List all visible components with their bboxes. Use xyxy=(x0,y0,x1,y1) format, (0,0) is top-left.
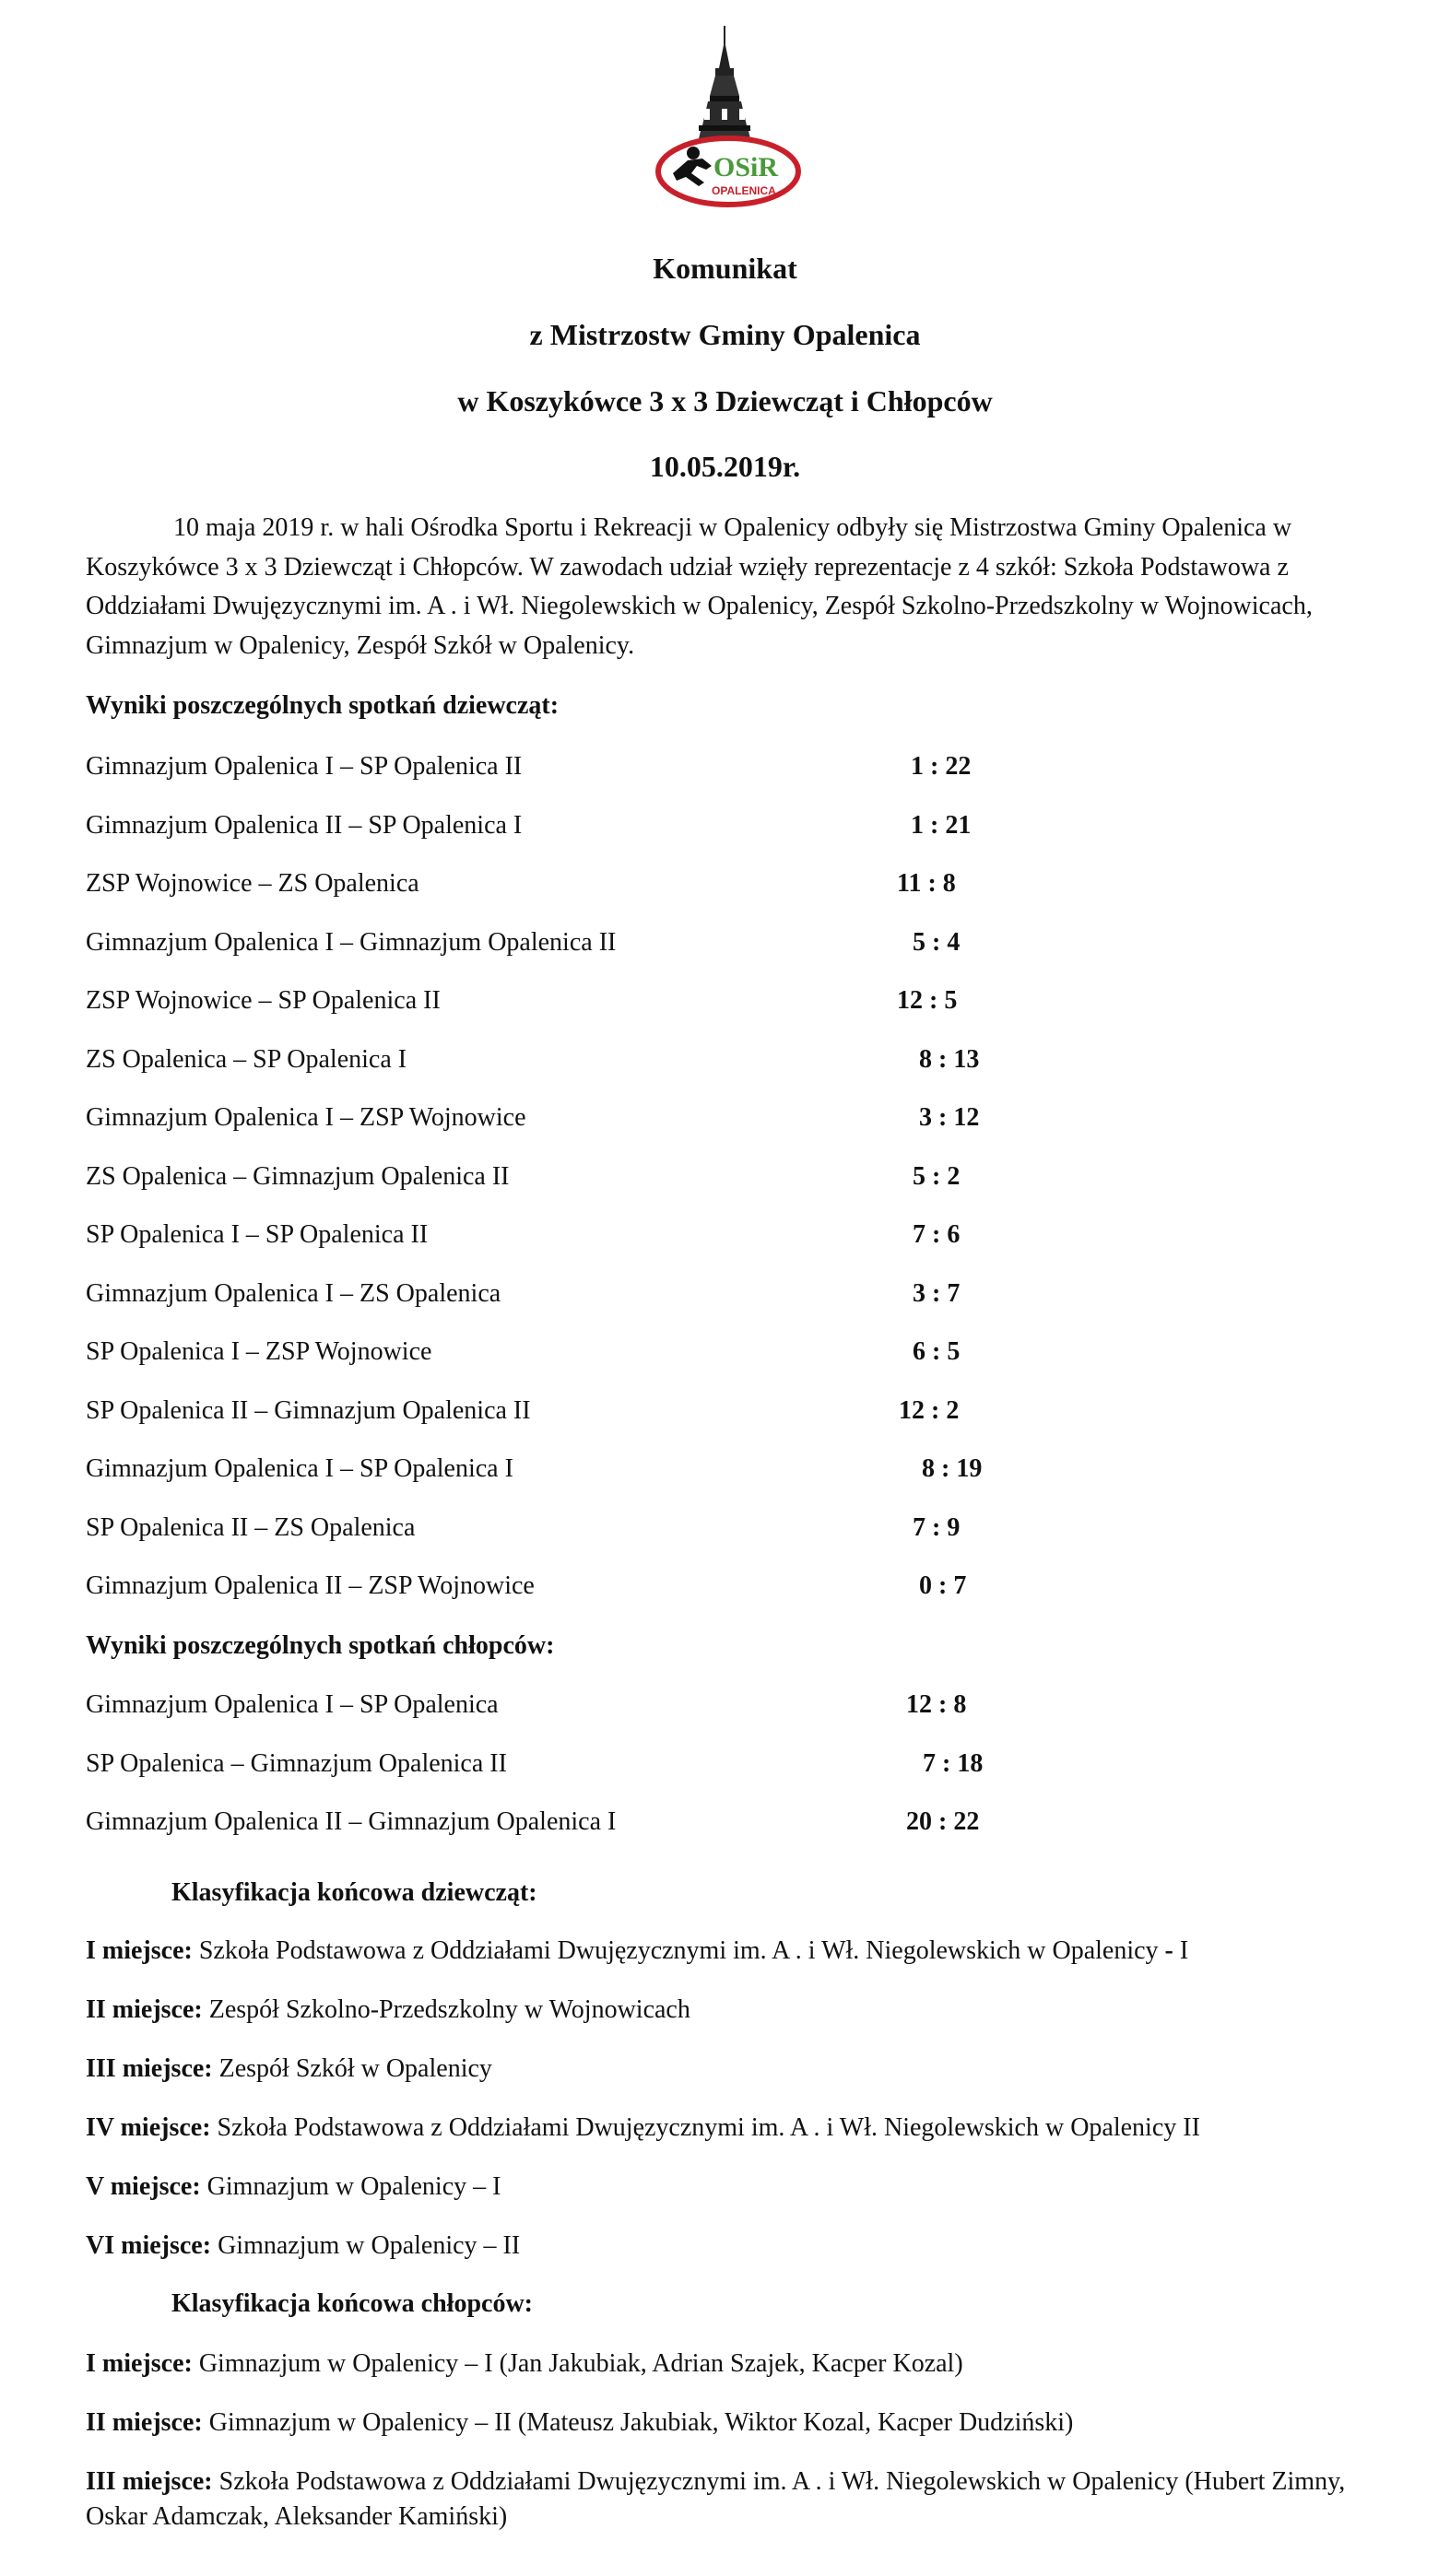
match-teams: Gimnazjum Opalenica I – SP Opalenica xyxy=(86,1690,499,1719)
intro-paragraph: 10 maja 2019 r. w hali Ośrodka Sportu i Rekreacji w Opalenicy odbyły się Mistrzostwa Gminy Opalenica w Koszykówce 3 x 3 Dziewcząt i Chłopców. W zawodach udział wzięły reprezentacje z 4 szkół: Szkoła Podstawowa z Oddziałami Dwujęzycznymi im. A . i Wł. Niegolewskich w Opalenicy, Zespół Szkolno-Przedszkolny w Wojnowicach, Gimnazjum w Opalenicy, Zespół Szkół w Opalenicy. xyxy=(86,513,1313,660)
place-label: II miejsce: xyxy=(86,1995,203,2024)
match-teams: ZSP Wojnowice – ZS Opalenica xyxy=(86,869,419,898)
boys-match-list xyxy=(86,1688,1100,1864)
place-text: Zespół Szkół w Opalenicy xyxy=(212,2054,492,2083)
place-label: III miejsce: xyxy=(86,2054,213,2083)
match-score: 7 : 6 xyxy=(913,1220,961,1249)
match-score: 1 : 22 xyxy=(911,752,972,781)
title-line-3: w Koszykówce 3 x 3 Dziewcząt i Chłopców xyxy=(457,384,993,418)
place-label: VI miejsce: xyxy=(86,2231,212,2260)
match-row xyxy=(86,1043,1100,1102)
ranking-place xyxy=(86,2464,1395,2535)
girls-results-heading: Wyniki poszczególnych spotkań dziewcząt: xyxy=(86,691,560,720)
match-score: 5 : 2 xyxy=(913,1161,961,1191)
logo-text-main: OSiR xyxy=(713,152,779,182)
match-row xyxy=(86,1747,1100,1806)
match-row xyxy=(86,1218,1100,1277)
place-text: Zespół Szkolno-Przedszkolny w Wojnowicach xyxy=(202,1995,690,2024)
match-row xyxy=(86,1335,1100,1394)
girls-match-list xyxy=(86,750,1100,1629)
match-row xyxy=(86,1277,1100,1336)
place-text: Gimnazjum w Opalenicy – II (Mateusz Jakubiak, Wiktor Kozal, Kacper Dudziński) xyxy=(202,2408,1074,2437)
match-score: 0 : 7 xyxy=(919,1571,967,1600)
match-teams: Gimnazjum Opalenica I – Gimnazjum Opalenica II xyxy=(86,927,617,957)
ranking-place xyxy=(86,2170,1395,2229)
ranking-place xyxy=(86,2052,1395,2111)
match-score: 5 : 4 xyxy=(913,927,961,957)
match-teams: ZS Opalenica – SP Opalenica I xyxy=(86,1044,407,1074)
match-row xyxy=(86,984,1100,1043)
match-score: 3 : 7 xyxy=(913,1278,961,1308)
osir-logo-graphic xyxy=(654,24,802,208)
boys-ranking-list xyxy=(86,2347,1395,2535)
match-row xyxy=(86,1394,1100,1453)
match-score: 7 : 9 xyxy=(913,1512,961,1542)
osir-logo xyxy=(654,24,802,208)
match-row xyxy=(86,1453,1100,1511)
place-text: Gimnazjum w Opalenicy – II xyxy=(211,2231,521,2260)
match-teams: Gimnazjum Opalenica II – SP Opalenica I xyxy=(86,810,523,840)
match-row xyxy=(86,1570,1100,1629)
place-text: Gimnazjum w Opalenicy – I (Jan Jakubiak, Adrian Szajek, Kacper Kozal) xyxy=(192,2349,963,2378)
match-teams: Gimnazjum Opalenica I – ZS Opalenica xyxy=(86,1278,501,1308)
match-score: 8 : 19 xyxy=(922,1454,983,1483)
match-score: 1 : 21 xyxy=(911,810,972,840)
place-suffix: I xyxy=(1173,1936,1189,1965)
girls-ranking-heading: Klasyfikacja końcowa dziewcząt: xyxy=(171,1878,537,1907)
match-row xyxy=(86,1511,1100,1570)
match-score: 12 : 5 xyxy=(897,986,958,1015)
match-teams: Gimnazjum Opalenica I – ZSP Wojnowice xyxy=(86,1103,526,1132)
place-label: IV miejsce: xyxy=(86,2113,211,2142)
title-line-1: Komunikat xyxy=(653,252,797,285)
match-score: 12 : 2 xyxy=(899,1395,960,1425)
ranking-place xyxy=(86,2405,1395,2464)
match-row xyxy=(86,1160,1100,1219)
ranking-place xyxy=(86,2111,1395,2170)
match-row xyxy=(86,1688,1100,1747)
ranking-place xyxy=(86,1934,1395,1993)
title-date: 10.05.2019r. xyxy=(649,450,801,483)
match-teams: ZS Opalenica – Gimnazjum Opalenica II xyxy=(86,1161,510,1191)
boys-results-heading: Wyniki poszczególnych spotkań chłopców: xyxy=(86,1631,555,1660)
match-teams: Gimnazjum Opalenica I – SP Opalenica II xyxy=(86,752,523,781)
match-score: 12 : 8 xyxy=(906,1690,967,1719)
match-row xyxy=(86,1101,1100,1160)
match-teams: SP Opalenica – Gimnazjum Opalenica II xyxy=(86,1748,507,1778)
match-row xyxy=(86,1806,1100,1864)
match-teams: SP Opalenica I – SP Opalenica II xyxy=(86,1220,429,1249)
match-row xyxy=(86,867,1100,926)
boys-ranking-heading: Klasyfikacja końcowa chłopców: xyxy=(171,2289,533,2318)
place-label: I miejsce: xyxy=(86,1936,193,1965)
ranking-place xyxy=(86,2347,1395,2405)
place-label: I miejsce: xyxy=(86,2349,193,2378)
match-score: 3 : 12 xyxy=(919,1103,980,1132)
place-label: V miejsce: xyxy=(86,2172,201,2201)
logo-text-sub: OPALENICA xyxy=(712,184,776,197)
match-row xyxy=(86,809,1100,868)
place-label: III miejsce: xyxy=(86,2467,213,2496)
ranking-place xyxy=(86,1993,1395,2052)
girls-ranking-list xyxy=(86,1934,1395,2288)
place-suffix-dash: - xyxy=(1164,1936,1173,1965)
match-teams: ZSP Wojnowice – SP Opalenica II xyxy=(86,986,441,1015)
place-label: II miejsce: xyxy=(86,2408,203,2437)
place-text: Szkoła Podstawowa z Oddziałami Dwujęzycznymi im. A . i Wł. Niegolewskich w Opalenicy (Hubert Zimny, Oskar Adamczak, Aleksander Kamiński) xyxy=(86,2467,1346,2531)
place-text: Szkoła Podstawowa z Oddziałami Dwujęzycznymi im. A . i Wł. Niegolewskich w Opalenicy II xyxy=(210,2113,1200,2142)
match-row xyxy=(86,750,1100,809)
match-score: 8 : 13 xyxy=(919,1044,980,1074)
match-teams: Gimnazjum Opalenica II – ZSP Wojnowice xyxy=(86,1571,535,1600)
ranking-place xyxy=(86,2229,1395,2288)
title-line-2: z Mistrzostw Gminy Opalenica xyxy=(529,318,921,351)
place-text: Szkoła Podstawowa z Oddziałami Dwujęzycznymi im. A . i Wł. Niegolewskich w Opalenicy xyxy=(192,1936,1165,1965)
match-teams: SP Opalenica II – Gimnazjum Opalenica II xyxy=(86,1395,531,1425)
match-row xyxy=(86,926,1100,985)
match-score: 6 : 5 xyxy=(913,1337,961,1366)
place-text: Gimnazjum w Opalenicy – I xyxy=(200,2172,501,2201)
match-teams: SP Opalenica I – ZSP Wojnowice xyxy=(86,1337,432,1366)
match-score: 11 : 8 xyxy=(897,869,956,898)
match-teams: Gimnazjum Opalenica I – SP Opalenica I xyxy=(86,1454,513,1483)
match-teams: Gimnazjum Opalenica II – Gimnazjum Opalenica I xyxy=(86,1807,617,1836)
match-score: 7 : 18 xyxy=(923,1748,984,1778)
match-teams: SP Opalenica II – ZS Opalenica xyxy=(86,1512,416,1542)
match-score: 20 : 22 xyxy=(906,1807,980,1836)
